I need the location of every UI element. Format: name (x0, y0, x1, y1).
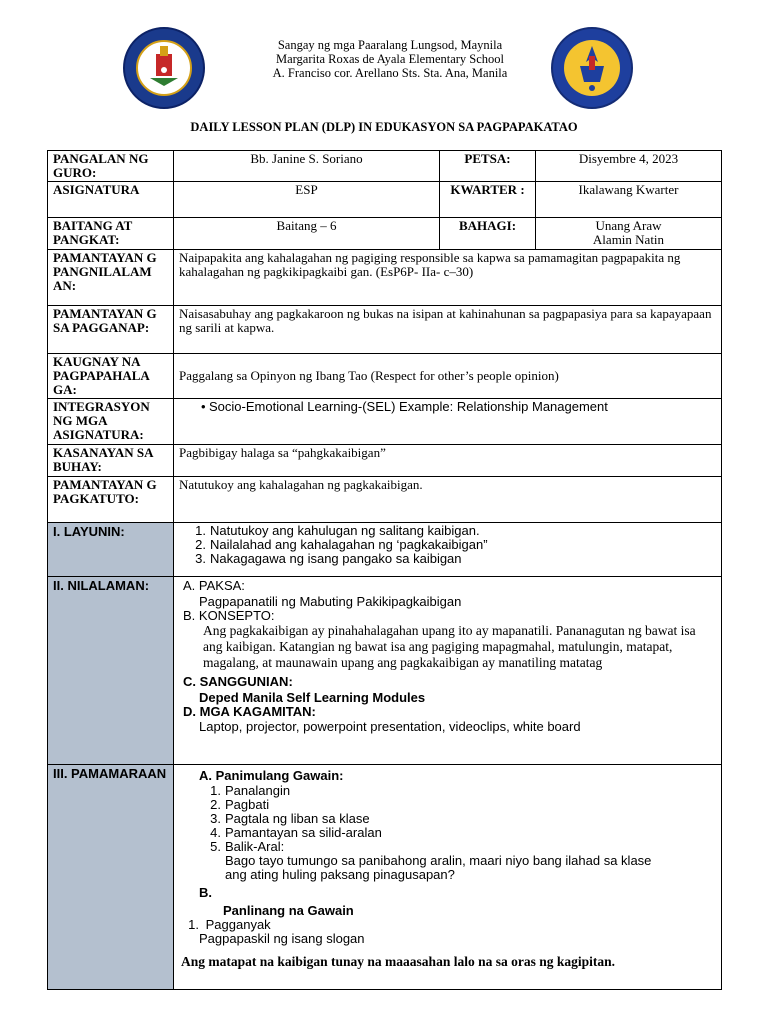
table-row (48, 765, 722, 990)
learning-standard-label: PAMANTAYAN G PAGKATUTO: (48, 477, 174, 523)
procedure-step-item-text: Panalangin (225, 783, 291, 798)
integration-value (174, 399, 722, 445)
quarter-label: KWARTER : (440, 182, 536, 218)
lesson-plan-table (47, 150, 722, 990)
table-row (48, 250, 722, 306)
objective-item-text: Nailalahad ang kahalagahan ng ‘pagkakaibigan” (210, 537, 488, 552)
procedure-step-item-number: 3. (210, 811, 221, 826)
objective-item (188, 524, 716, 538)
learning-standard-value: Natutukoy ang kahalagahan ng pagkakaibigan. (174, 477, 722, 523)
materials-heading: D. MGA KAGAMITAN: (183, 704, 316, 719)
procedure-step-item-text: Pagbati (225, 797, 270, 812)
procedure-step-item (203, 812, 716, 826)
motivation-item (179, 918, 716, 932)
school-name: Margarita Roxas de Ayala Elementary School (275, 52, 505, 66)
references-heading: C. SANGGUNIAN: (183, 674, 293, 689)
procedure-step-item-number: 4. (210, 825, 221, 840)
content-label: II. NILALAMAN: (48, 577, 174, 765)
life-skills-value: Pagbibigay halaga sa “pahgkakaibigan” (174, 445, 722, 477)
content-standard-label: PAMANTAYAN G PANGNILALAM AN: (48, 250, 174, 306)
procedure-step-item (203, 798, 716, 812)
references-text: Deped Manila Self Learning Modules (199, 690, 426, 705)
grade-value: Baitang – 6 (174, 218, 440, 250)
division-name: Sangay ng mga Paaralang Lungsod, Maynila (277, 38, 503, 52)
motivation-label: Pagganyak (205, 917, 271, 932)
table-row (48, 445, 722, 477)
concept-text: Ang pagkakaibigan ay pinahahalagahan upang ito ay mapanatili. Pananagutan ng bawat isa ang kaibigan. Katangian ng bawat isa ang pagiging mapagmahal, matulungin, matapat, magalang, at maunawain upang ang pagkakaibigan ay manatiling matatag (203, 623, 696, 670)
introductory-activity-heading: A. Panimulang Gawain: (199, 768, 344, 783)
table-row (48, 306, 722, 354)
integration-label: INTEGRASYON NG MGA ASIGNATURA: (48, 399, 174, 445)
objective-item-text: Nakagagawa ng isang pangako sa kaibigan (210, 551, 462, 566)
integration-item: • Socio-Emotional Learning-(SEL) Example: Relationship Management (179, 400, 716, 414)
life-skills-label: KASANAYAN SA BUHAY: (48, 445, 174, 477)
table-row (48, 399, 722, 445)
part-day: Unang Araw (595, 218, 662, 233)
materials-text: Laptop, projector, powerpoint presentation, videoclips, white board (199, 719, 581, 734)
performance-standard-label: PAMANTAYAN G SA PAGGANAP: (48, 306, 174, 354)
procedure-step-item-text: Balik-Aral: (225, 839, 285, 854)
table-row (48, 523, 722, 577)
quarter-value: Ikalawang Kwarter (536, 182, 722, 218)
motivation-number: 1. (188, 917, 199, 932)
objective-item-text: Natutukoy ang kahulugan ng salitang kaibigan. (210, 523, 480, 538)
date-value: Disyembre 4, 2023 (536, 151, 722, 182)
values-label: KAUGNAY NA PAGPAPAHALA GA: (48, 354, 174, 399)
procedure-step-item (203, 840, 716, 854)
values-value: Paggalang sa Opinyon ng Ibang Tao (Respect for other’s people opinion) (174, 354, 722, 399)
school-seal-icon (550, 26, 634, 110)
objective-item (188, 538, 716, 552)
document-header (0, 0, 768, 112)
content-standard-value: Naipapakita ang kahalagahan ng pagiging responsible sa kapwa sa pamamagitan pagpapakita ng kahalagahan ng pagkikipagkaibi gan. (EsP6P- IIa- c–30) (174, 250, 722, 306)
objective-item-number: 1. (195, 523, 206, 538)
objective-item-number: 2. (195, 537, 206, 552)
part-value (536, 218, 722, 250)
school-address-line: A. Franciso cor. Arellano Sts. Sta. Ana, Manila (272, 66, 508, 80)
part-label: BAHAGI: (440, 218, 536, 250)
table-row (48, 218, 722, 250)
division-of-city-schools-seal-icon (122, 26, 206, 110)
review-text: Bago tayo tumungo sa panibahong aralin, maari niyo bang ilahad sa klase ang ating huling paksang pinagusapan? (225, 853, 652, 882)
content-section (174, 577, 722, 765)
objective-item-number: 3. (195, 551, 206, 566)
motivation-text: Pagpapaskil ng isang slogan (199, 931, 365, 946)
procedure-step-item (203, 826, 716, 840)
grade-label: BAITANG AT PANGKAT: (48, 218, 174, 250)
procedure-step-item-number: 5. (210, 839, 221, 854)
procedure-step-item-number: 1. (210, 783, 221, 798)
procedure-label: III. PAMAMARAAN (48, 765, 174, 990)
table-row (48, 477, 722, 523)
table-row (48, 354, 722, 399)
concept-heading: B. KONSEPTO: (183, 608, 275, 623)
objectives-label: I. LAYUNIN: (48, 523, 174, 577)
subject-value: ESP (174, 182, 440, 218)
date-label: PETSA: (440, 151, 536, 182)
document-title: DAILY LESSON PLAN (DLP) IN EDUKASYON SA PAGPAPAKATAO (190, 120, 578, 134)
school-address (240, 38, 540, 80)
procedure-step-item-number: 2. (210, 797, 221, 812)
procedure-step-item-text: Pamantayan sa silid-aralan (225, 825, 382, 840)
procedure-section (174, 765, 722, 990)
table-row (48, 151, 722, 182)
performance-standard-value: Naisasabuhay ang pagkakaroon ng bukas na isipan at kahinahunan sa pagpapasiya para sa kapayapaan ng sarili at kapwa. (174, 306, 722, 354)
subject-label: ASIGNATURA (48, 182, 174, 218)
topic-heading: A. PAKSA: (183, 578, 245, 593)
objective-item (188, 552, 716, 566)
developmental-activity-heading: Panlinang na Gawain (223, 903, 354, 918)
teacher-label: PANGALAN NG GURO: (48, 151, 174, 182)
topic-text: Pagpapanatili ng Mabuting Pakikipagkaibigan (199, 594, 462, 609)
table-row (48, 182, 722, 218)
procedure-step-item (203, 784, 716, 798)
procedure-step-item-text: Pagtala ng liban sa klase (225, 811, 370, 826)
objectives-list (174, 523, 722, 577)
part-section: Alamin Natin (592, 232, 665, 247)
teacher-value: Bb. Janine S. Soriano (174, 151, 440, 182)
table-row (48, 577, 722, 765)
developmental-activity-letter: B. (199, 885, 212, 900)
slogan-text: Ang matapat na kaibigan tunay na maaasahan lalo na sa oras ng kagipitan. (181, 954, 615, 969)
